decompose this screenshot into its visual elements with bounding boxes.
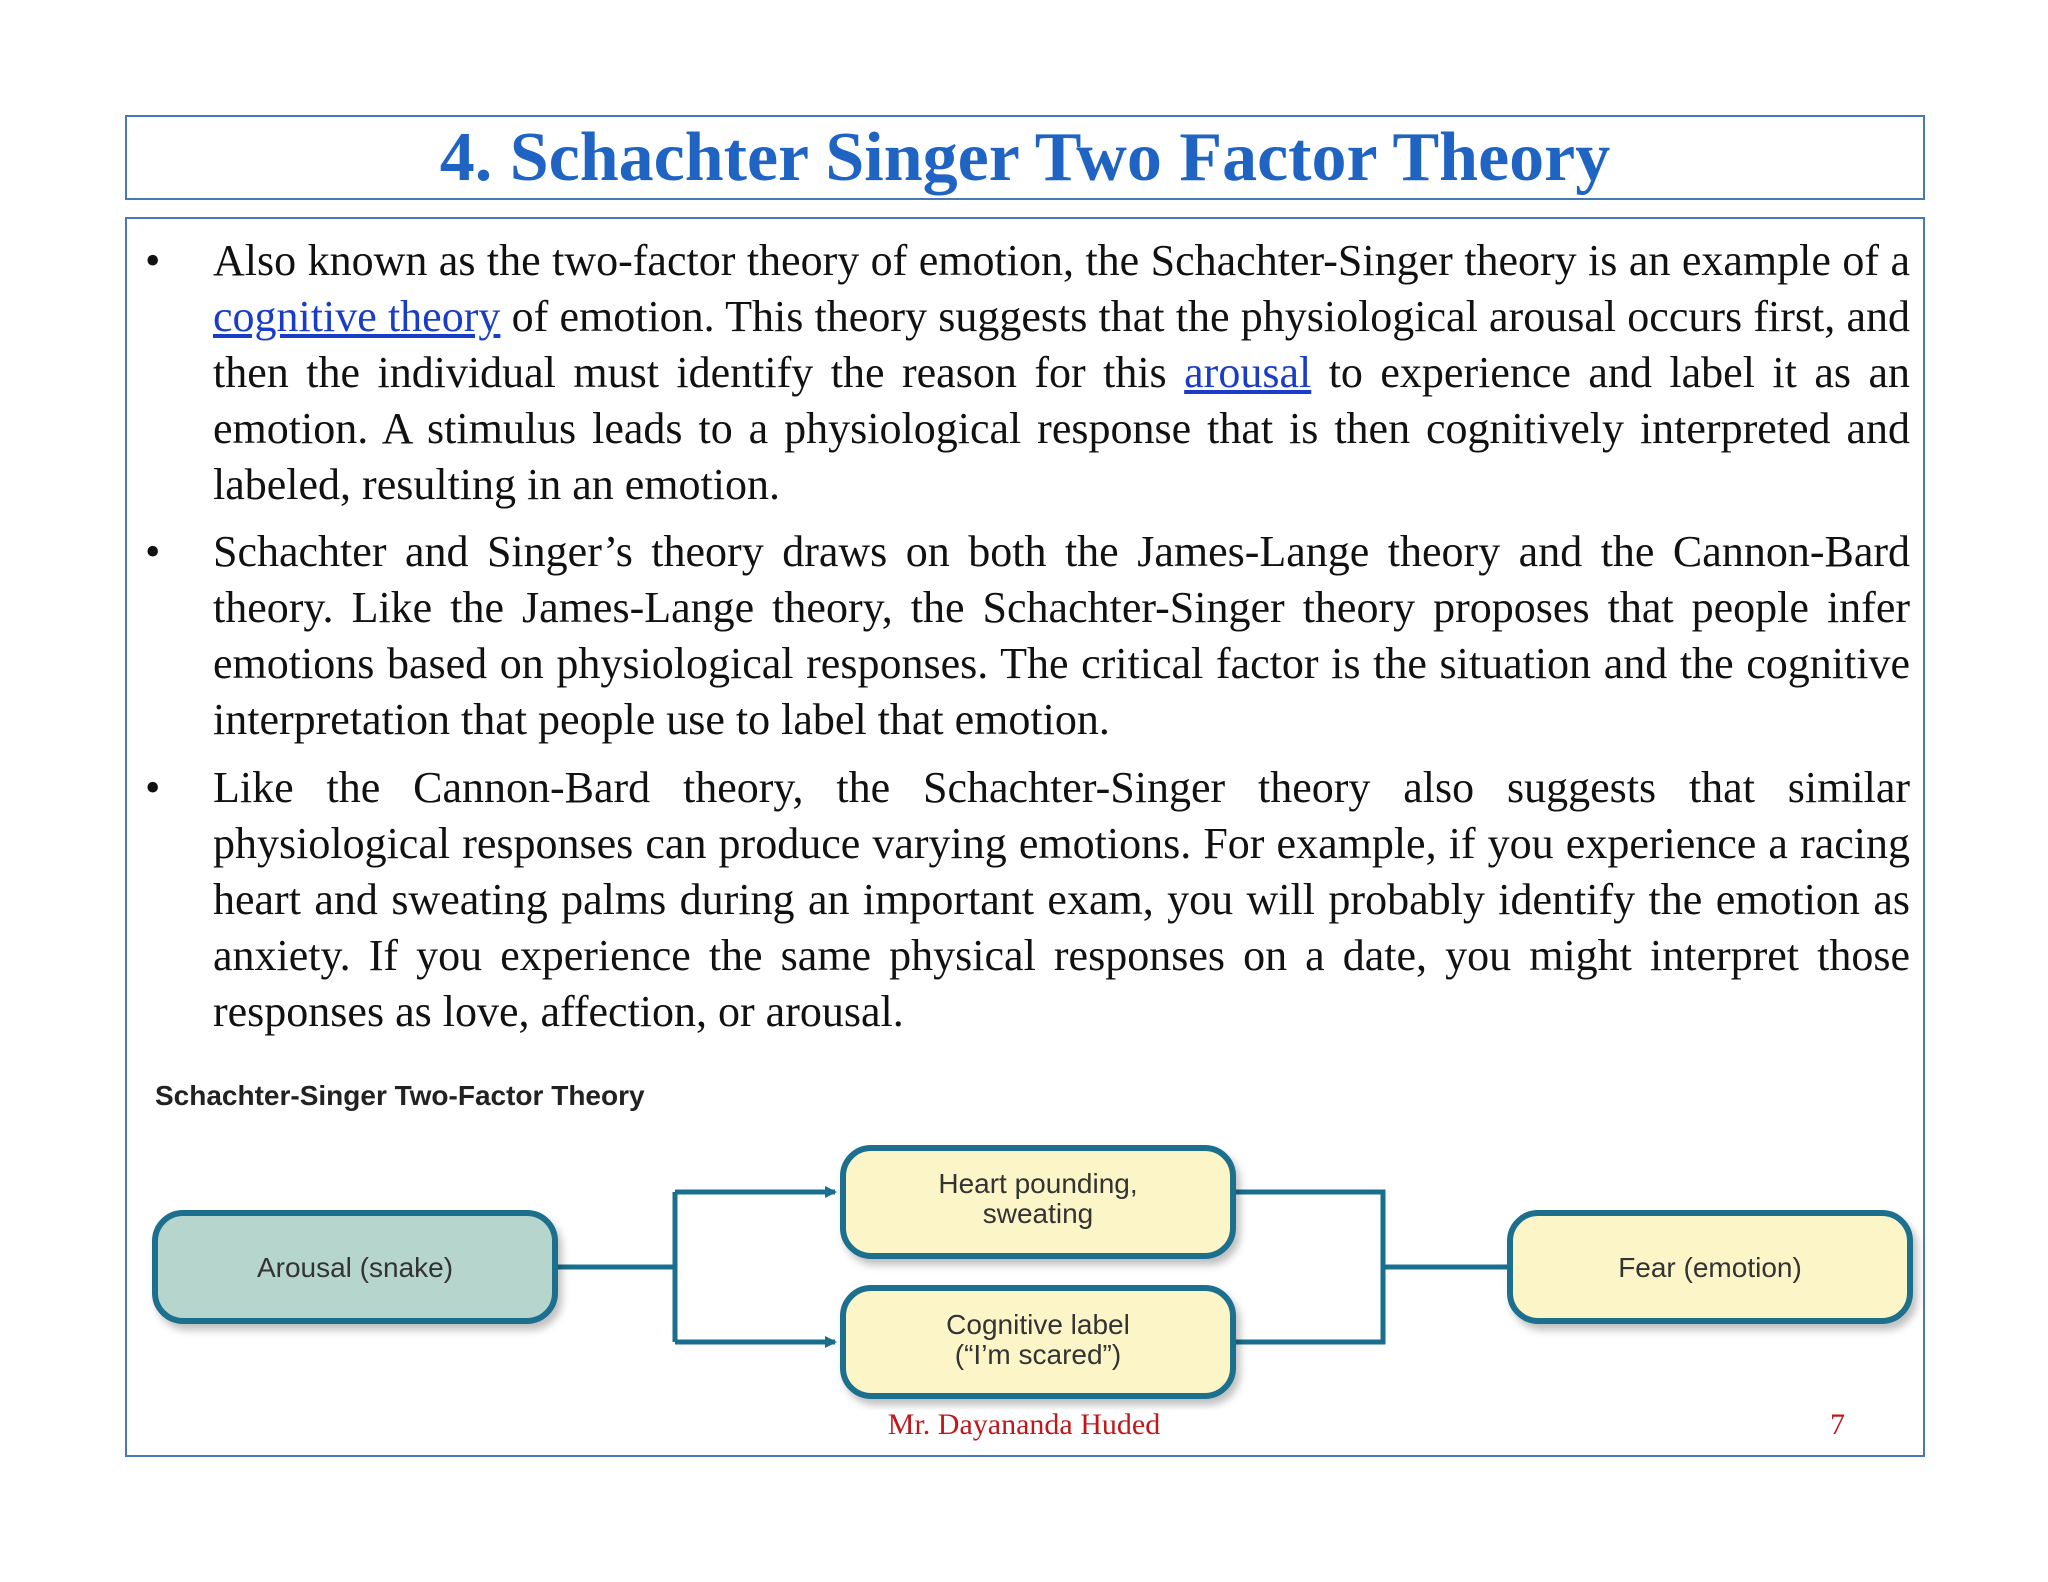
title-box (125, 115, 1925, 200)
cognitive-theory-link[interactable]: cognitive theory (213, 292, 501, 341)
page-title: 4. Schachter Singer Two Factor Theory (439, 118, 1611, 196)
bullet-text-1 (213, 233, 1910, 513)
arousal-link[interactable]: arousal (1184, 348, 1312, 397)
bullet-text-3: Like the Cannon-Bard theory, the Schachter-Singer theory also suggests that similar physiological responses can produce varying emotions. For example, if you experience a racing heart and sweating palms during an important exam, you will probably identify the emotion as anxiety. If you experience the same physical responses on a date, you might interpret those responses as love, affection, or arousal. (213, 763, 1910, 1036)
bullet-dot: • (145, 763, 161, 812)
cognitive-label-line1: Cognitive label (946, 1309, 1130, 1340)
bullet-dot: • (145, 236, 161, 285)
diagram-title: Schachter-Singer Two-Factor Theory (155, 1080, 645, 1111)
page-number: 7 (1830, 1408, 1845, 1441)
bullet-1-part-2: of emotion. This theory suggests that the physiological arousal occurs first, and then the individual must identify the reason for this (213, 292, 1910, 397)
connector-left (555, 1192, 825, 1342)
footer-author: Mr. Dayananda Huded (887, 1408, 1161, 1441)
two-factor-diagram (135, 1060, 1930, 1410)
heart-pounding-label-line2: sweating (982, 1198, 1094, 1229)
bullet-1-part-3: to experience and label it as an emotion. A stimulus leads to a physiological response that is then cognitively interpreted and labeled, resulting in an emotion. (213, 348, 1910, 509)
bullet-dot: • (145, 527, 161, 576)
connector-right (1235, 1192, 1510, 1342)
arousal-label: Arousal (snake) (256, 1252, 454, 1283)
bullet-1-part-1: Also known as the two-factor theory of emotion, the Schachter-Singer theory is an example of a (213, 236, 1910, 285)
bullet-text-2: Schachter and Singer’s theory draws on both the James-Lange theory and the Cannon-Bard theory. Like the James-Lange theory, the Schachter-Singer theory proposes that people infer emotions based on physiological responses. The critical factor is the situation and the cognitive interpretation that people use to label that emotion. (213, 527, 1910, 744)
cognitive-label-line2: (“I’m scared”) (954, 1339, 1122, 1370)
fear-label: Fear (emotion) (1618, 1252, 1802, 1283)
heart-pounding-label-line1: Heart pounding, (938, 1168, 1138, 1199)
